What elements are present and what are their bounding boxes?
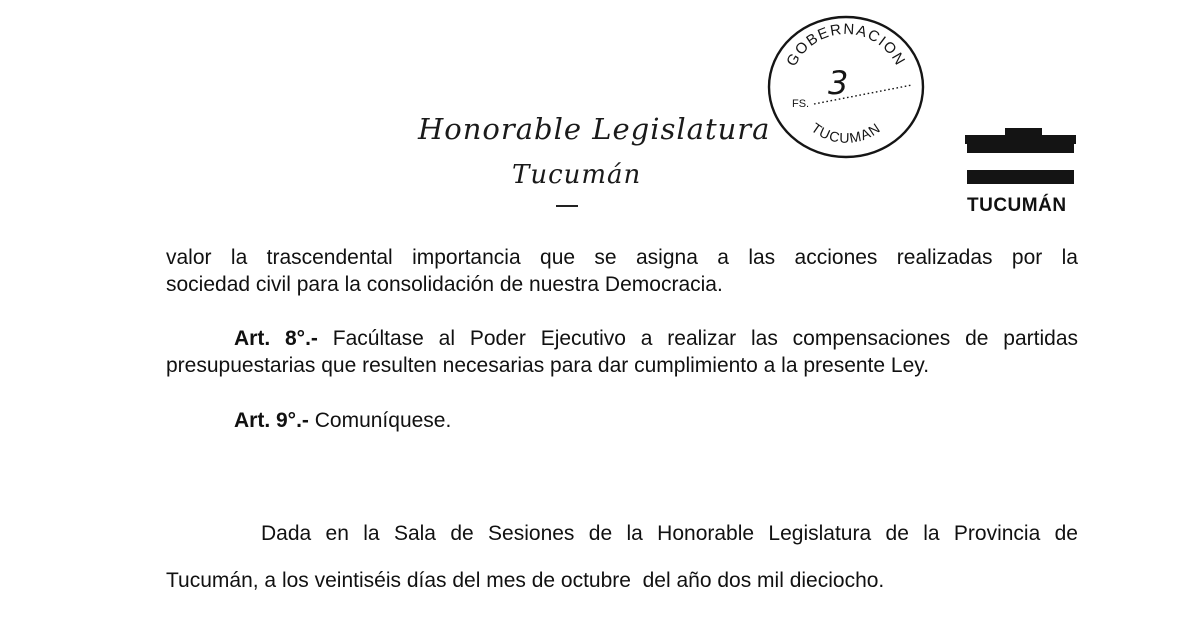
closing-text: Dada en la Sala de Sesiones de la Honorable Legislatura de la Provincia de [261,522,1078,545]
svg-text:TUCUMAN [809,119,884,145]
article-9 [166,407,1078,434]
paragraph-line [166,407,1078,434]
seal-folio-number: 3 [828,64,849,102]
letterhead-title: Honorable Legislatura [418,112,771,146]
letterhead-city: Tucumán [512,160,642,190]
article-8-label: Art. 8°.- [234,327,318,350]
letterhead-divider [556,205,578,207]
seal-folio-label: FS. [792,98,810,110]
tucuman-logo [965,128,1080,218]
paragraph-line: Tucumán, a los veintiséis días del mes de octubre del año dos mil dieciocho. [166,569,885,592]
paragraph-line [166,325,1078,352]
article-8 [166,325,1078,379]
closing-line-1 [166,520,1078,547]
closing-line-2 [166,567,1078,594]
logo-bar-lower [967,170,1074,184]
article-9-label: Art. 9°.- [234,409,309,432]
gobernacion-seal-stamp [766,14,926,160]
paragraph-line: presupuestarias que resulten necesarias para dar cumplimiento a la presente Ley. [166,354,930,377]
seal-bottom-text: TUCUMAN [808,119,884,146]
paragraph-line: sociedad civil para la consolidación de nuestra Democracia. [166,273,723,296]
logo-text: TUCUMÁN [967,195,1067,216]
paragraph-line: valor la trascendental importancia que se asigna a las acciones realizadas por la [166,246,1078,269]
paragraph-line [166,520,1078,547]
seal-top-text: GOBERNACION [783,20,909,70]
article-8-text: Facúltase al Poder Ejecutivo a realizar las compensaciones de partidas [317,327,1078,350]
logo-bar-middle [967,143,1074,153]
paragraph-continuation [166,244,1078,298]
article-9-text: Comuníquese. [308,409,452,432]
